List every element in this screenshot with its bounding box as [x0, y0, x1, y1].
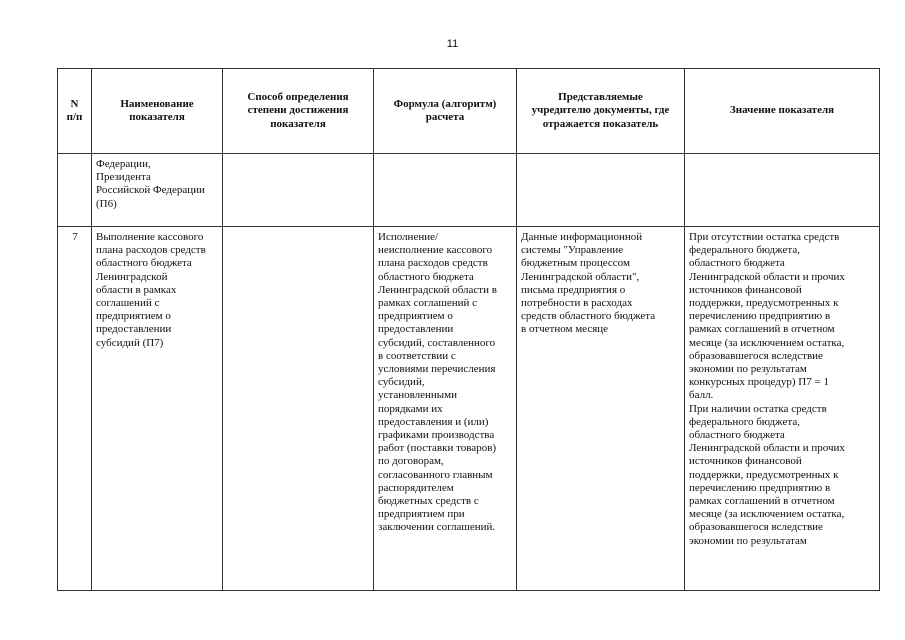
cell-name: Выполнение кассового плана расходов средств областного бюджета Ленинградской области в рамках соглашений с предприятием о предоставлении субсидий (П7) [92, 227, 223, 591]
table-header-row [58, 69, 880, 154]
header-docs: Представляемые учредителю документы, где отражается показатель [517, 69, 685, 154]
cell-method [223, 227, 374, 591]
header-value: Значение показателя [685, 69, 880, 154]
cell-num [58, 154, 92, 227]
cell-name: Федерации, Президента Российской Федерации (П6) [92, 154, 223, 227]
header-num: N п/п [58, 69, 92, 154]
cell-docs: Данные информационной системы "Управление бюджетным процессом Ленинградской области", письма предприятия о потребности в расходах средств областного бюджета в отчетном месяце [517, 227, 685, 591]
table-row [58, 154, 880, 227]
cell-docs [517, 154, 685, 227]
header-method: Способ определения степени достижения показателя [223, 69, 374, 154]
table-row [58, 227, 880, 591]
cell-method [223, 154, 374, 227]
cell-value: При отсутствии остатка средств федерального бюджета, областного бюджета Ленинградской области и прочих источников финансовой поддержки, предусмотренных к перечислению предприятию в рамках соглашений в отчетном месяце (за исключением остатка, образовавшегося вследствие экономии по результатам конкурсных процедур) П7 = 1 балл. При наличии остатка средств федерального бюджета, областного бюджета Ленинградской области и прочих источников финансовой поддержки, предусмотренных к перечислению предприятию в рамках соглашений в отчетном месяце (за исключением остатка, образовавшегося вследствие экономии по результатам [685, 227, 880, 591]
cell-value [685, 154, 880, 227]
header-name: Наименование показателя [92, 69, 223, 154]
indicators-table [57, 68, 880, 591]
cell-formula [374, 154, 517, 227]
cell-num: 7 [58, 227, 92, 591]
page-number: 11 [446, 38, 459, 50]
cell-formula: Исполнение/ неисполнение кассового плана расходов средств областного бюджета Ленинградской области в рамках соглашений с предприятием о предоставлении субсидий, составленного в соответствии с условиями перечисления субсидий, установленными порядками их предоставления и (или) графиками производства работ (поставки товаров) по договорам, согласованного главным распорядителем бюджетных средств с предприятием при заключении соглашений. [374, 227, 517, 591]
header-formula: Формула (алгоритм) расчета [374, 69, 517, 154]
